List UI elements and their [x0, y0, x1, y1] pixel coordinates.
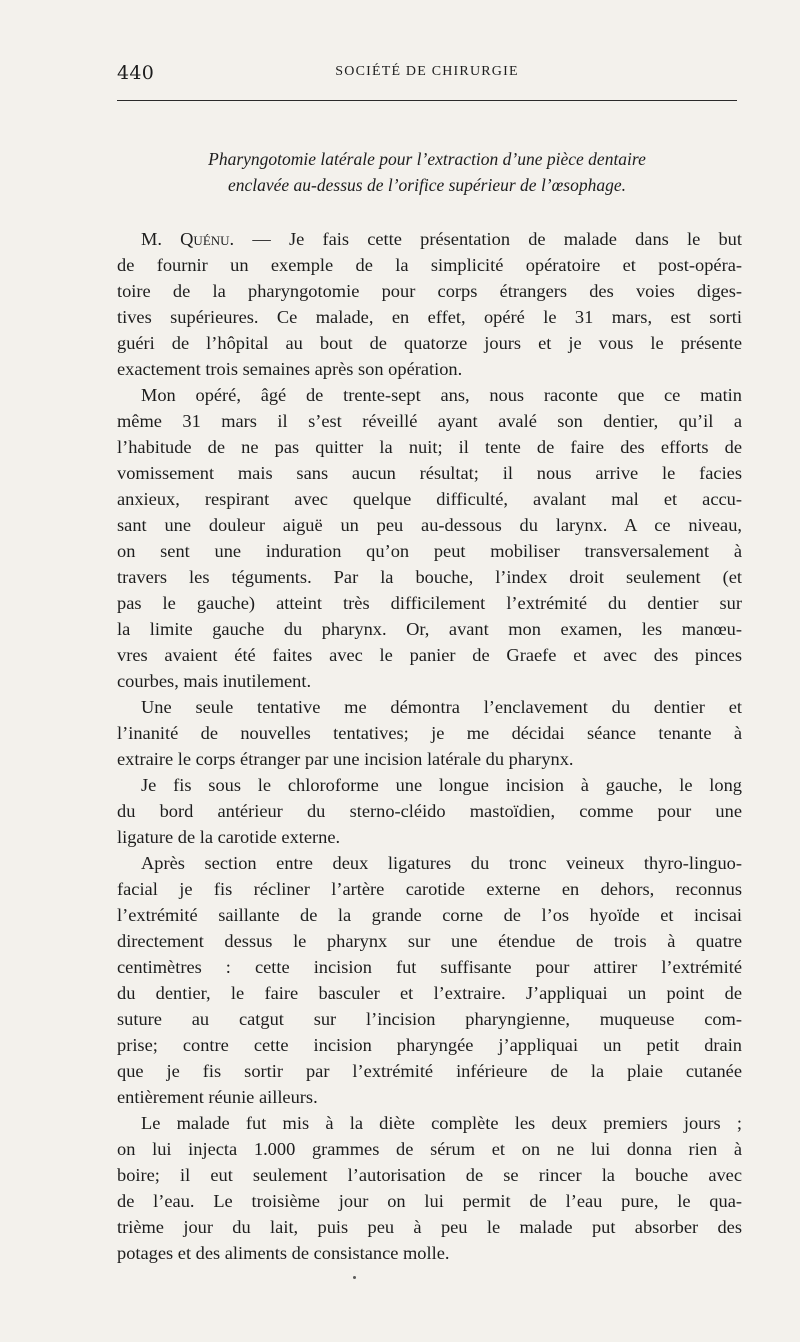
text-line: Une seule tentative me démontra l’enclavement du dentier et: [141, 697, 742, 717]
paragraph-6: [117, 1110, 742, 1266]
text-line: Après section entre deux ligatures du tronc veineux thyro-linguo-: [141, 853, 742, 873]
text-line: prise; contre cette incision pharyngée j’appliquai un petit drain: [117, 1035, 742, 1055]
paragraph-3: [117, 694, 742, 772]
text-line: directement dessus le pharynx sur une étendue de trois à quatre: [117, 931, 742, 951]
text-line-rest: — Je fais cette présentation de malade dans le but: [234, 229, 742, 249]
speaker-name: M. Quénu.: [141, 229, 235, 249]
text-line: anxieux, respirant avec quelque difficulté, avalant mal et accu-: [117, 489, 742, 509]
text-line: on lui injecta 1.000 grammes de sérum et on ne lui donna rien à: [117, 1139, 742, 1159]
text-line: guéri de l’hôpital au bout de quatorze jours et je vous le présente: [117, 333, 742, 353]
text-line: sant une douleur aiguë un peu au-dessous du larynx. A ce niveau,: [117, 515, 742, 535]
paragraph-2: [117, 382, 742, 694]
text-line: l’inanité de nouvelles tentatives; je me décidai séance tenante à: [117, 723, 742, 743]
text-line: courbes, mais inutilement.: [117, 671, 312, 691]
text-line: même 31 mars il s’est réveillé ayant avalé son dentier, qu’il a: [117, 411, 742, 431]
text-line: on sent une induration qu’on peut mobiliser transversalement à: [117, 541, 742, 561]
article-title-line-1: Pharyngotomie latérale pour l’extraction d’une pièce dentaire: [208, 149, 646, 169]
text-line: facial je fis récliner l’artère carotide externe en dehors, reconnus: [117, 879, 742, 899]
text-line: exactement trois semaines après son opération.: [117, 359, 463, 379]
text-line: toire de la pharyngotomie pour corps étrangers des voies diges-: [117, 281, 742, 301]
header-rule: [117, 100, 737, 101]
body-text: [117, 226, 742, 1266]
text-line: travers les téguments. Par la bouche, l’index droit seulement (et: [117, 567, 742, 587]
text-line: suture au catgut sur l’incision pharyngienne, muqueuse com-: [117, 1009, 742, 1029]
text-line: l’habitude de ne pas quitter la nuit; il tente de faire des efforts de: [117, 437, 742, 457]
text-line: l’extrémité saillante de la grande corne de l’os hyoïde et incisai: [117, 905, 742, 925]
text-line: que je fis sortir par l’extrémité inférieure de la plaie cutanée: [117, 1061, 742, 1081]
text-line: centimètres : cette incision fut suffisante pour attirer l’extrémité: [117, 957, 742, 977]
text-line: du dentier, le faire basculer et l’extraire. J’appliquai un point de: [117, 983, 742, 1003]
text-line: [117, 226, 742, 252]
paragraph-4: [117, 772, 742, 850]
text-line: entièrement réunie ailleurs.: [117, 1087, 318, 1107]
page-header: [117, 62, 737, 86]
ink-speck: [353, 1276, 356, 1279]
page-number: 440: [117, 62, 155, 84]
text-line: de l’eau. Le troisième jour on lui permit de l’eau pure, le qua-: [117, 1191, 742, 1211]
text-line: boire; il eut seulement l’autorisation de se rincer la bouche avec: [117, 1165, 742, 1185]
article-title: [117, 146, 737, 198]
text-line: vres avaient été faites avec le panier de Graefe et avec des pinces: [117, 645, 742, 665]
article-title-line-2: enclavée au-dessus de l’orifice supérieur de l’œsophage.: [227, 175, 627, 195]
text-line: Le malade fut mis à la diète complète les deux premiers jours ;: [141, 1113, 742, 1133]
text-line: la limite gauche du pharynx. Or, avant mon examen, les manœu-: [117, 619, 742, 639]
text-line: tives supérieures. Ce malade, en effet, opéré le 31 mars, est sorti: [117, 307, 742, 327]
paragraph-5: [117, 850, 742, 1110]
text-line: du bord antérieur du sterno-cléido mastoïdien, comme pour une: [117, 801, 742, 821]
text-line: ligature de la carotide externe.: [117, 827, 341, 847]
running-head: SOCIÉTÉ DE CHIRURGIE: [335, 64, 519, 79]
text-line: Je fis sous le chloroforme une longue incision à gauche, le long: [141, 775, 742, 795]
text-line: trième jour du lait, puis peu à peu le malade put absorber des: [117, 1217, 742, 1237]
text-line: extraire le corps étranger par une incision latérale du pharynx.: [117, 749, 574, 769]
text-line: de fournir un exemple de la simplicité opératoire et post-opéra-: [117, 255, 742, 275]
paragraph-1: [117, 226, 742, 382]
text-line: potages et des aliments de consistance molle.: [117, 1243, 450, 1263]
text-line: vomissement mais sans aucun résultat; il nous arrive le facies: [117, 463, 742, 483]
text-line: Mon opéré, âgé de trente-sept ans, nous raconte que ce matin: [141, 385, 742, 405]
text-line: pas le gauche) atteint très difficilement l’extrémité du dentier sur: [117, 593, 742, 613]
